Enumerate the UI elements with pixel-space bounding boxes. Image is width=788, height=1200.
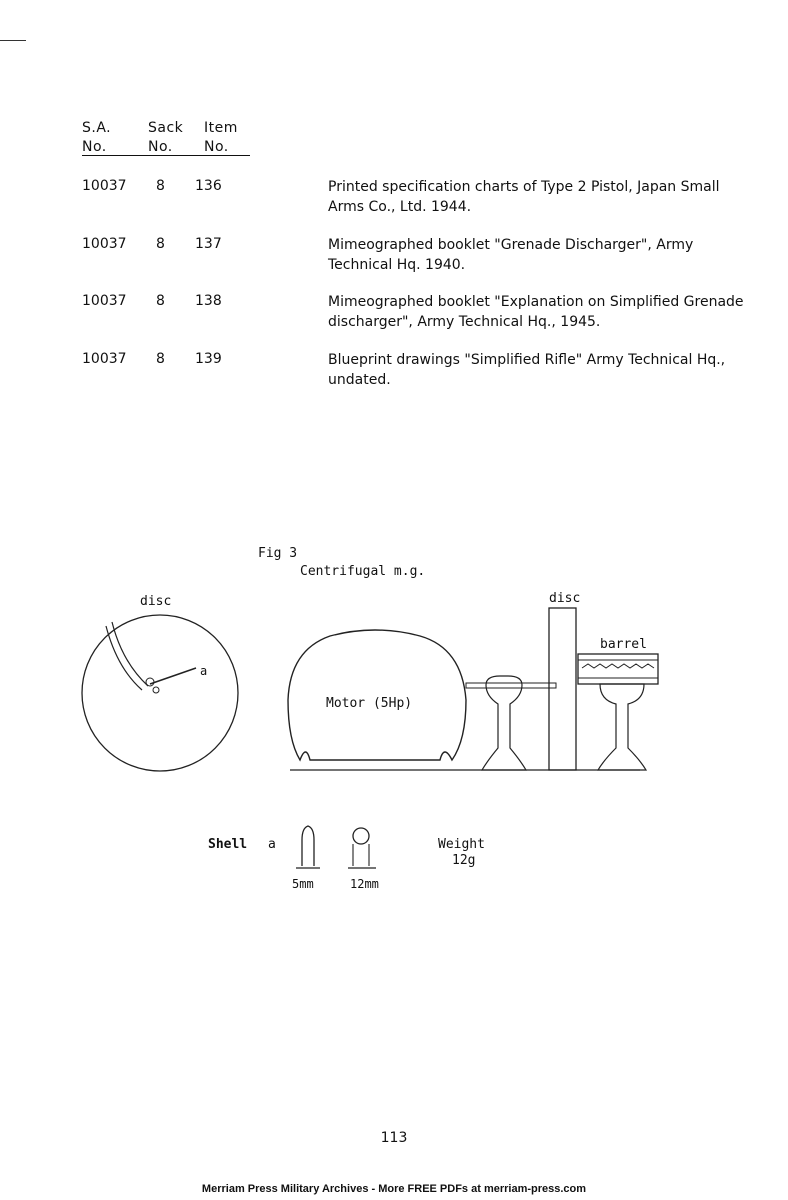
dim-12mm: 12mm [350, 877, 379, 891]
disc-side-view [549, 608, 576, 770]
bearing-1 [482, 676, 526, 770]
dim-5mm: 5mm [292, 877, 314, 891]
row3-description: Mimeographed booklet "Explanation on Simplified Grenade discharger", Army Technical Hq., 1945. [328, 294, 744, 330]
row1-sack: 8 [156, 178, 165, 194]
motor [288, 630, 466, 760]
header-sa-line1: S.A. [82, 120, 112, 136]
page-number: 113 [380, 1130, 408, 1146]
header-sack-line2: No. [148, 139, 173, 155]
barrel-label: barrel [600, 637, 647, 652]
row3-sa: 10037 [82, 293, 127, 309]
row1-sa: 10037 [82, 178, 127, 194]
fig-label: Fig 3 [258, 546, 298, 561]
row1-item: 136 [195, 178, 222, 194]
row3-item: 138 [195, 293, 222, 309]
row1-description: Printed specification charts of Type 2 Pistol, Japan Small Arms Co., Ltd. 1944. [328, 179, 720, 215]
bearing-2 [598, 684, 646, 770]
disc-label-left: disc [140, 594, 172, 609]
shell-side-view [296, 826, 320, 868]
header-item-line2: No. [204, 139, 229, 155]
header-sack-line1: Sack [148, 120, 184, 136]
row2-description: Mimeographed booklet "Grenade Discharger", Army Technical Hq. 1940. [328, 237, 694, 273]
shell-a-label: a [268, 837, 276, 852]
shell-label: Shell [208, 837, 248, 852]
row4-description: Blueprint drawings "Simplified Rifle" Army Technical Hq., undated. [328, 352, 726, 388]
footer-credit: Merriam Press Military Archives - More FREE PDFs at merriam-press.com [201, 1183, 587, 1195]
row4-sa: 10037 [82, 351, 127, 367]
disc-label-right: disc [549, 591, 581, 606]
weight-value: 12g [452, 853, 476, 868]
row2-sa: 10037 [82, 236, 127, 252]
point-a-label: a [200, 664, 208, 678]
weight-label: Weight [438, 837, 485, 852]
row2-sack: 8 [156, 236, 165, 252]
fig-caption: Centrifugal m.g. [300, 564, 426, 579]
row4-sack: 8 [156, 351, 165, 367]
row2-item: 137 [195, 236, 222, 252]
disc-front-view [82, 615, 238, 771]
header-item-line1: Item [204, 120, 238, 136]
row3-sack: 8 [156, 293, 165, 309]
motor-label: Motor (5Hp) [326, 696, 413, 711]
row4-item: 139 [195, 351, 222, 367]
header-sa-line2: No. [82, 139, 107, 155]
barrel [578, 654, 658, 684]
shell-front-view [348, 828, 376, 868]
